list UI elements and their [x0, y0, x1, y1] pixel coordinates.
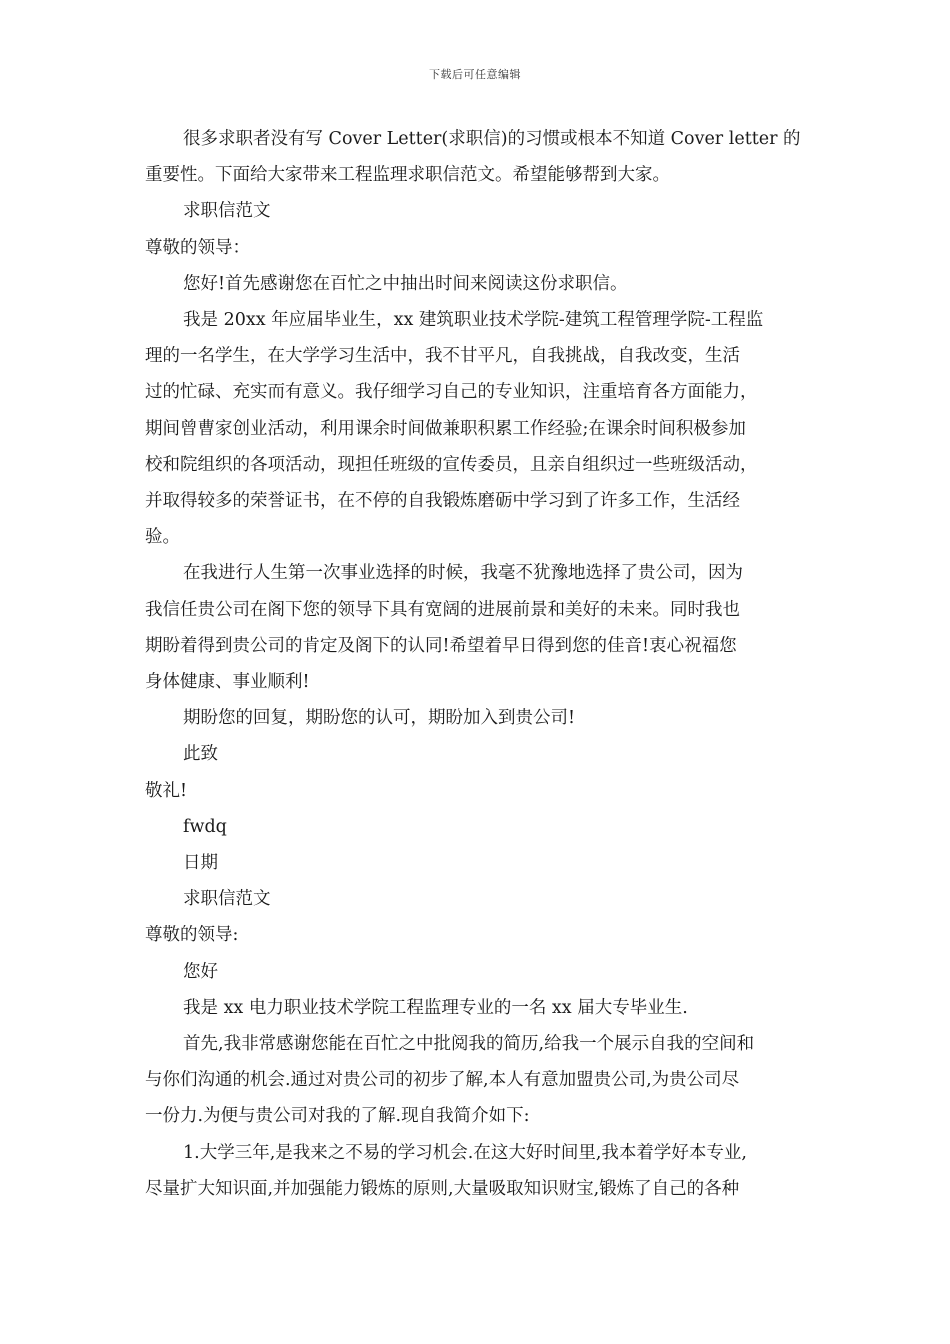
letter1-closing-1: 此致 — [183, 744, 218, 765]
text-line: 与你们沟通的机会.通过对贵公司的初步了解,本人有意加盟贵公司,为贵公司尽 — [145, 1070, 740, 1091]
text-line: 我信任贵公司在阁下您的领导下具有宽阔的进展前景和美好的未来。同时我也 — [145, 599, 740, 620]
letter2-salutation: 尊敬的领导: — [145, 925, 239, 946]
letter1-closing-2: 敬礼! — [145, 780, 188, 801]
letter2-paragraph-3 — [145, 1135, 809, 1207]
letter1-signature: fwdq — [183, 816, 227, 837]
letter1-paragraph-1 — [145, 302, 809, 555]
text-line: 并取得较多的荣誉证书，在不停的自我锻炼磨砺中学习到了许多工作，生活经 — [145, 491, 740, 512]
letter1-title: 求职信范文 — [183, 201, 271, 222]
letter1-date: 日期 — [183, 853, 218, 874]
text-line: 验。 — [145, 527, 180, 548]
letter2-paragraph-1: 我是 xx 电力职业技术学院工程监理专业的一名 xx 届大专毕业生. — [183, 997, 688, 1018]
text-line: 身体健康、事业顺利! — [145, 672, 310, 693]
text-line: 一份力.为便与贵公司对我的了解.现自我简介如下: — [145, 1106, 530, 1127]
text-line: 重要性。下面给大家带来工程监理求职信范文。希望能够帮到大家。 — [145, 165, 670, 186]
header-note: 下载后可任意编辑 — [429, 68, 521, 81]
text-line: 理的一名学生，在大学学习生活中，我不甘平凡，自我挑战，自我改变，生活 — [145, 346, 740, 367]
text-line: 1.大学三年,是我来之不易的学习机会.在这大好时间里,我本着学好本专业, — [183, 1142, 747, 1163]
text-line: 校和院组织的各项活动，现担任班级的宣传委员，且亲自组织过一些班级活动， — [145, 454, 758, 475]
letter1-greeting: 您好!首先感谢您在百忙之中抽出时间来阅读这份求职信。 — [183, 273, 628, 294]
text-line: 我是 20xx 年应届毕业生，xx 建筑职业技术学院-建筑工程管理学院-工程监 — [183, 310, 764, 331]
letter2-paragraph-2 — [145, 1026, 809, 1135]
letter1-paragraph-2 — [145, 555, 809, 700]
text-line: 期盼着得到贵公司的肯定及阁下的认同!希望着早日得到您的佳音!衷心祝福您 — [145, 635, 737, 656]
letter1-salutation: 尊敬的领导： — [145, 237, 250, 258]
document-body — [145, 121, 809, 1207]
intro-paragraph — [145, 121, 809, 193]
text-line: 在我进行人生第一次事业选择的时候，我毫不犹豫地选择了贵公司，因为 — [183, 563, 743, 584]
text-line: 首先,我非常感谢您能在百忙之中批阅我的简历,给我一个展示自我的空间和 — [183, 1034, 755, 1055]
text-line: 过的忙碌、充实而有意义。我仔细学习自己的专业知识，注重培育各方面能力， — [145, 382, 758, 403]
text-line: 很多求职者没有写 Cover Letter(求职信)的习惯或根本不知道 Cover letter 的 — [183, 129, 801, 149]
text-line: 期间曾曹家创业活动，利用课余时间做兼职积累工作经验;在课余时间积极参加 — [145, 418, 746, 439]
letter2-title: 求职信范文 — [183, 889, 271, 910]
letter2-greeting: 您好 — [183, 961, 218, 982]
text-line: 尽量扩大知识面,并加强能力锻炼的原则,大量吸取知识财宝,锻炼了自己的各种 — [145, 1178, 740, 1199]
letter1-paragraph-3: 期盼您的回复，期盼您的认可，期盼加入到贵公司! — [183, 708, 576, 729]
